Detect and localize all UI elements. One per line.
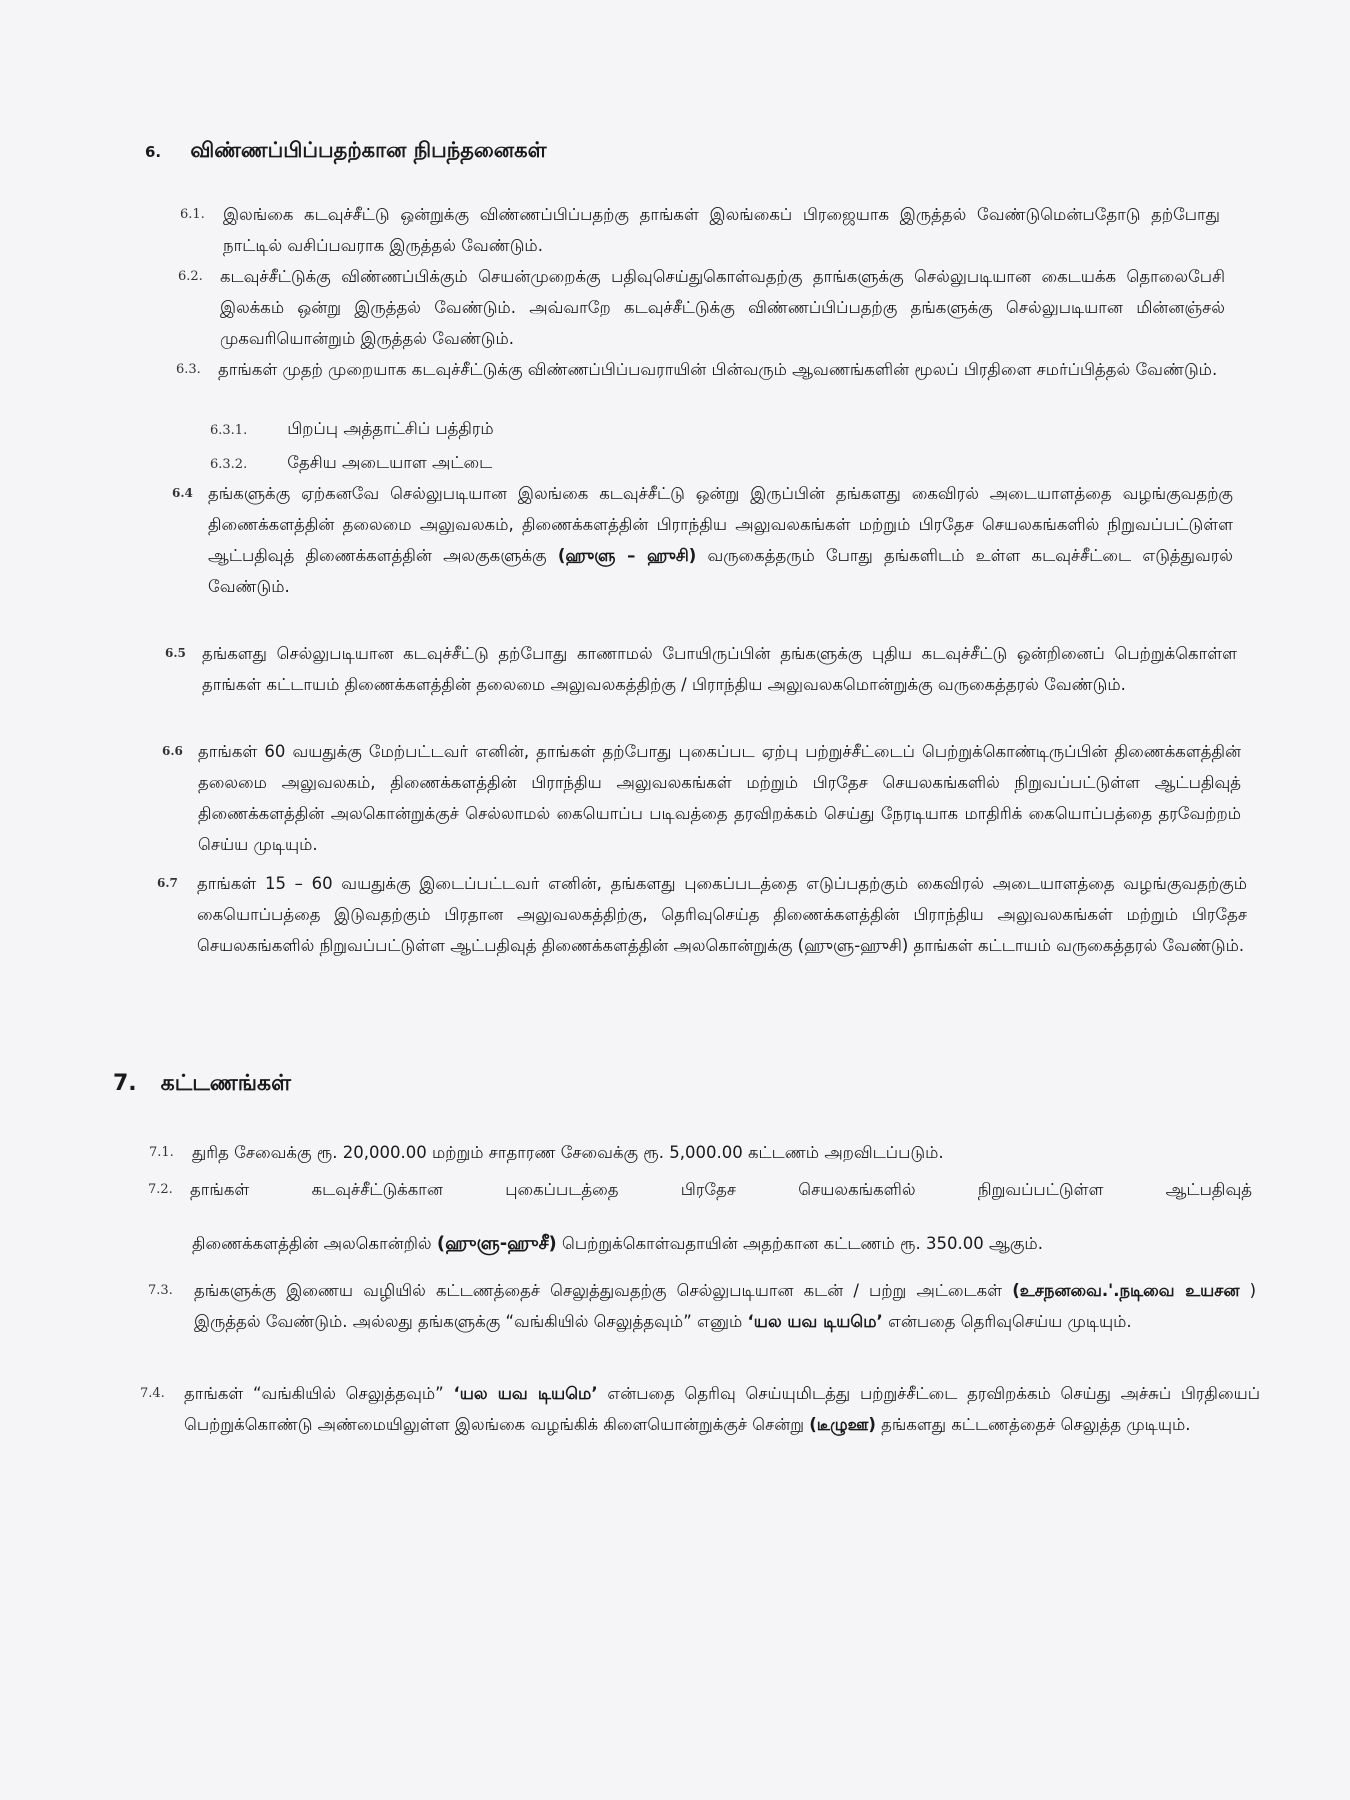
clause-text-part: தாங்கள் “வங்கியில் செலுத்தவும்” bbox=[184, 1384, 444, 1403]
clause-6-3 bbox=[176, 354, 1226, 385]
section-6-heading bbox=[145, 138, 547, 165]
clause-text: துரித சேவைக்கு ரூ. 20,000.00 மற்றும் சாதாரண சேவைக்கு ரூ. 5,000.00 கட்டணம் அறவிடப்படும். bbox=[192, 1143, 944, 1162]
clause-number: 7.2. bbox=[148, 1182, 173, 1197]
subclause-6-3-1 bbox=[210, 414, 494, 446]
clause-number: 6.7 bbox=[157, 876, 178, 890]
clause-text-part: திணைக்களத்தின் அலகொன்றில் bbox=[192, 1234, 432, 1253]
subclause-6-3-2 bbox=[210, 448, 492, 480]
clause-6-1 bbox=[180, 199, 1220, 261]
clause-7-3 bbox=[148, 1275, 1257, 1337]
clause-7-2-continued bbox=[192, 1228, 1254, 1259]
clause-7-1 bbox=[149, 1137, 1252, 1168]
clause-mark: (ஹுளு – ஹுசி) bbox=[557, 546, 697, 565]
clause-number: 6.5 bbox=[165, 646, 186, 660]
clause-mark: (டீழுஊ) bbox=[809, 1415, 876, 1434]
clause-6-2 bbox=[178, 261, 1225, 354]
clause-6-7 bbox=[157, 868, 1247, 961]
section-7-heading bbox=[113, 1071, 291, 1099]
clause-text-part: என்பதை தெரிவு செய்யுமிடத்து பற்றுச்சீட்டை தரவிறக்கம் செய்து அச்சுப் பிரதியைப் பெற்றுக்கொண்டு அண்மையிலுள்ள இலங்கை வழங்கிக் கிளையொன்றுக்குச் சென்று bbox=[184, 1384, 1260, 1434]
section-6-number: 6. bbox=[145, 143, 162, 161]
clause-text: தாங்கள் 15 – 60 வயதுக்கு இடைப்பட்டவர் எனின், தங்களது புகைப்படத்தை எடுப்பதற்கும் கைவிரல் அடையாளத்தை வழங்குவதற்கும் கையொப்பத்தை இடுவதற்கும் பிரதான அலுவலகத்திற்கு, தெரிவுசெய்த திணைக்களத்தின் பிராந்திய அலுவலகங்கள் மற்றும் பிரதேச செயலகங்களில் நிறுவப்பட்டுள்ள ஆட்பதிவுத் திணைக்களத்தின் அலகொன்றுக்கு (ஹுளு-ஹுசி) தாங்கள் கட்டாயம் வருகைத்தரல் வேண்டும். bbox=[197, 874, 1247, 955]
clause-text-part: தங்களது கட்டணத்தைச் செலுத்த முடியும். bbox=[881, 1415, 1191, 1434]
clause-mark: ‘யல யவ டியமெ’ bbox=[453, 1384, 598, 1403]
clause-number: 6.2. bbox=[178, 269, 203, 284]
clause-mark: ‘யல யவ டியமெ’ bbox=[747, 1312, 883, 1331]
clause-number: 7.3. bbox=[148, 1283, 173, 1298]
section-7-title: கட்டணங்கள் bbox=[160, 1071, 291, 1096]
clause-text bbox=[208, 478, 1233, 602]
clause-text: தாங்கள் 60 வயதுக்கு மேற்பட்டவர் எனின், தாங்கள் தற்போது புகைப்பட ஏற்பு பற்றுச்சீட்டைப் பெற்றுக்கொண்டிருப்பின் திணைக்களத்தின் தலைமை அலுவலகம், திணைக்களத்தின் பிராந்திய அலுவலகங்கள் மற்றும் பிரதேச செயலகங்களில் நிறுவப்பட்டுள்ள ஆட்பதிவுத் திணைக்களத்தின் அலகொன்றுக்குச் செல்லாமல் கையொப்ப படிவத்தை தரவிறக்கம் செய்து நேரடியாக மாதிரிக் கையொப்பத்தை தரவேற்றம் செய்ய முடியும். bbox=[198, 742, 1241, 854]
clause-number: 6.3. bbox=[176, 362, 201, 377]
clause-6-6 bbox=[162, 736, 1241, 860]
clause-text bbox=[194, 1275, 1256, 1337]
clause-text-part: தங்களுக்கு இணைய வழியில் கட்டணத்தைச் செலுத்துவதற்கு செல்லுபடியான கடன் / பற்று அட்டைகள் bbox=[194, 1281, 1003, 1300]
clause-number: 6.6 bbox=[162, 744, 183, 758]
clause-text-part: பெற்றுக்கொள்வதாயின் அதற்கான கட்டணம் ரூ. 350.00 ஆகும். bbox=[562, 1234, 1043, 1253]
clause-number: 7.4. bbox=[140, 1386, 165, 1401]
clause-text-part: என்பதை தெரிவுசெய்ய முடியும். bbox=[888, 1312, 1132, 1331]
clause-text-part: தங்களுக்கு ஏற்கனவே செல்லுபடியான இலங்கை கடவுச்சீட்டு ஒன்று இருப்பின் தங்களது கைவிரல் அடையாளத்தை வழங்குவதற்கு திணைக்களத்தின் தலைமை அலுவலகம், திணைக்களத்தின் பிராந்திய அலுவலகங்கள் மற்றும் பிரதேச செயலகங்களில் நிறுவப்பட்டுள்ள ஆட்பதிவுத் திணைக்களத்தின் அலகுகளுக்கு bbox=[208, 484, 1233, 565]
clause-7-2 bbox=[148, 1174, 1252, 1205]
clause-text: தாங்கள் முதற் முறையாக கடவுச்சீட்டுக்கு விண்ணப்பிப்பவராயின் பின்வரும் ஆவணங்களின் மூலப் பிரதிளை சமர்ப்பித்தல் வேண்டும். bbox=[218, 360, 1218, 379]
subclause-text: தேசிய அடையாள அட்டை bbox=[287, 453, 493, 472]
clause-text-part: ) இருத்தல் வேண்டும். அல்லது தங்களுக்கு “வங்கியில் செலுத்தவும்” எனும் bbox=[194, 1281, 1257, 1331]
subclause-text: பிறப்பு அத்தாட்சிப் பத்திரம் bbox=[287, 419, 494, 438]
clause-mark: (ஹுளு-ஹுசீ) bbox=[436, 1233, 557, 1254]
clause-text-part: வருகைத்தரும் போது தங்களிடம் உள்ள கடவுச்சீட்டை எடுத்துவரல் வேண்டும். bbox=[208, 546, 1233, 596]
subclause-number: 6.3.1. bbox=[210, 423, 248, 438]
clause-text bbox=[184, 1378, 1260, 1440]
clause-text: தங்களது செல்லுபடியான கடவுச்சீட்டு தற்போது காணாமல் போயிருப்பின் தங்களுக்கு புதிய கடவுச்சீட்டு ஒன்றினைப் பெற்றுக்கொள்ள தாங்கள் கட்டாயம் திணைக்களத்தின் தலைமை அலுவலகத்திற்கு / பிராந்திய அலுவலகமொன்றுக்கு வருகைத்தரல் வேண்டும். bbox=[202, 644, 1237, 694]
clause-mark: (உசநனவை.'.நடிவை உயசன bbox=[1012, 1281, 1240, 1300]
section-7-number: 7. bbox=[113, 1071, 137, 1096]
clause-7-4 bbox=[140, 1378, 1260, 1440]
clause-6-5 bbox=[165, 638, 1237, 700]
clause-text-line-1: தாங்கள் கடவுச்சீட்டுக்கான புகைப்படத்தை பிரதேச செயலகங்களில் நிறுவப்பட்டுள்ள ஆட்பதிவுத் bbox=[190, 1180, 1252, 1199]
subclause-number: 6.3.2. bbox=[210, 457, 248, 472]
clause-number: 6.1. bbox=[180, 207, 205, 222]
clause-6-4 bbox=[172, 478, 1233, 602]
clause-text: கடவுச்சீட்டுக்கு விண்ணப்பிக்கும் செயன்முறைக்கு பதிவுசெய்துகொள்வதற்கு தாங்களுக்கு செல்லுபடியான கைடயக்க தொலைபேசி இலக்கம் ஒன்று இருத்தல் வேண்டும். அவ்வாறே கடவுச்சீட்டுக்கு விண்ணப்பிப்பதற்கு தங்களுக்கு செல்லுபடியான மின்னஞ்சல் முகவரியொன்றும் இருத்தல் வேண்டும். bbox=[220, 267, 1225, 348]
clause-text: இலங்கை கடவுச்சீட்டு ஒன்றுக்கு விண்ணப்பிப்பதற்கு தாங்கள் இலங்கைப் பிரஜையாக இருத்தல் வேண்டுமென்பதோடு தற்போது நாட்டில் வசிப்பவராக இருத்தல் வேண்டும். bbox=[223, 205, 1220, 255]
clause-number: 6.4 bbox=[172, 486, 193, 500]
clause-number: 7.1. bbox=[149, 1145, 174, 1160]
section-6-title: விண்ணப்பிப்பதற்கான நிபந்தனைகள் bbox=[190, 138, 547, 162]
